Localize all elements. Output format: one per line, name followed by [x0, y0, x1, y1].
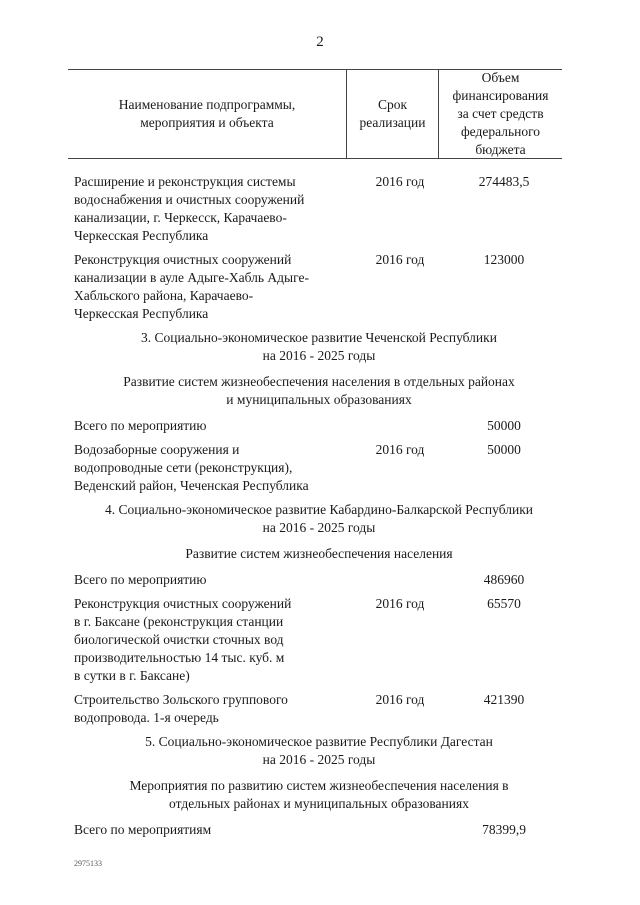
row-name: Строительство Зольского группового водопровода. 1-я очередь [74, 692, 288, 725]
row-term: 2016 год [375, 596, 425, 611]
row-amount: 123000 [483, 252, 525, 267]
row-name: Расширение и реконструкция системы водоснабжения и очистных сооружений канализации, г. Черкесск, Карачаево- Черкесская Республика [74, 174, 305, 243]
column-header-funding: Объем финансирования за счет средств федерального бюджета [452, 70, 549, 157]
table-row [74, 173, 564, 245]
subsection-heading: Мероприятия по развитию систем жизнеобеспечения населения в отдельных районах и муниципальных образованиях [129, 778, 509, 811]
row-amount: 50000 [487, 442, 521, 457]
row-amount: 421390 [483, 692, 525, 707]
total-amount: 486960 [483, 572, 525, 587]
section-heading: 4. Социально-экономическое развитие Кабардино-Балкарской Республики на 2016 - 2025 годы [105, 502, 533, 535]
column-header-term: Срок реализации [359, 97, 426, 130]
subsection-heading: Развитие систем жизнеобеспечения населения [185, 546, 453, 561]
table-row [74, 251, 564, 323]
row-term: 2016 год [375, 252, 425, 267]
row-amount: 65570 [487, 596, 521, 611]
document-code: 2975133 [74, 859, 102, 868]
total-row [74, 821, 564, 839]
table-row [74, 691, 564, 727]
row-name: Реконструкция очистных сооружений в г. Баксане (реконструкция станции биологической очистки сточных вод производительностью 14 тыс. куб. м в сутки в г. Баксане) [74, 596, 292, 683]
row-term: 2016 год [375, 692, 425, 707]
page-number: 2 [316, 34, 324, 50]
total-amount: 50000 [487, 418, 521, 433]
total-row [74, 571, 564, 589]
table-body [74, 173, 564, 845]
total-label: Всего по мероприятию [74, 572, 207, 587]
row-term: 2016 год [375, 174, 425, 189]
column-header-name: Наименование подпрограммы, мероприятия и объекта [118, 97, 296, 130]
row-name: Реконструкция очистных сооружений канализации в ауле Адыге-Хабль Адыге- Хабльского района, Карачаево- Черкесская Республика [74, 252, 309, 321]
row-name: Водозаборные сооружения и водопроводные сети (реконструкция), Веденский район, Чеченская Республика [74, 442, 309, 493]
row-term: 2016 год [375, 442, 425, 457]
table-row [74, 441, 564, 495]
section-heading: 3. Социально-экономическое развитие Чеченской Республики на 2016 - 2025 годы [141, 330, 497, 363]
total-amount: 78399,9 [482, 822, 526, 837]
subsection-heading: Развитие систем жизнеобеспечения населения в отдельных районах и муниципальных образованиях [123, 374, 515, 407]
table-row [74, 595, 564, 685]
total-label: Всего по мероприятию [74, 418, 207, 433]
total-label: Всего по мероприятиям [74, 822, 212, 837]
row-amount: 274483,5 [478, 174, 530, 189]
section-heading: 5. Социально-экономическое развитие Республики Дагестан на 2016 - 2025 годы [145, 734, 493, 767]
total-row [74, 417, 564, 435]
